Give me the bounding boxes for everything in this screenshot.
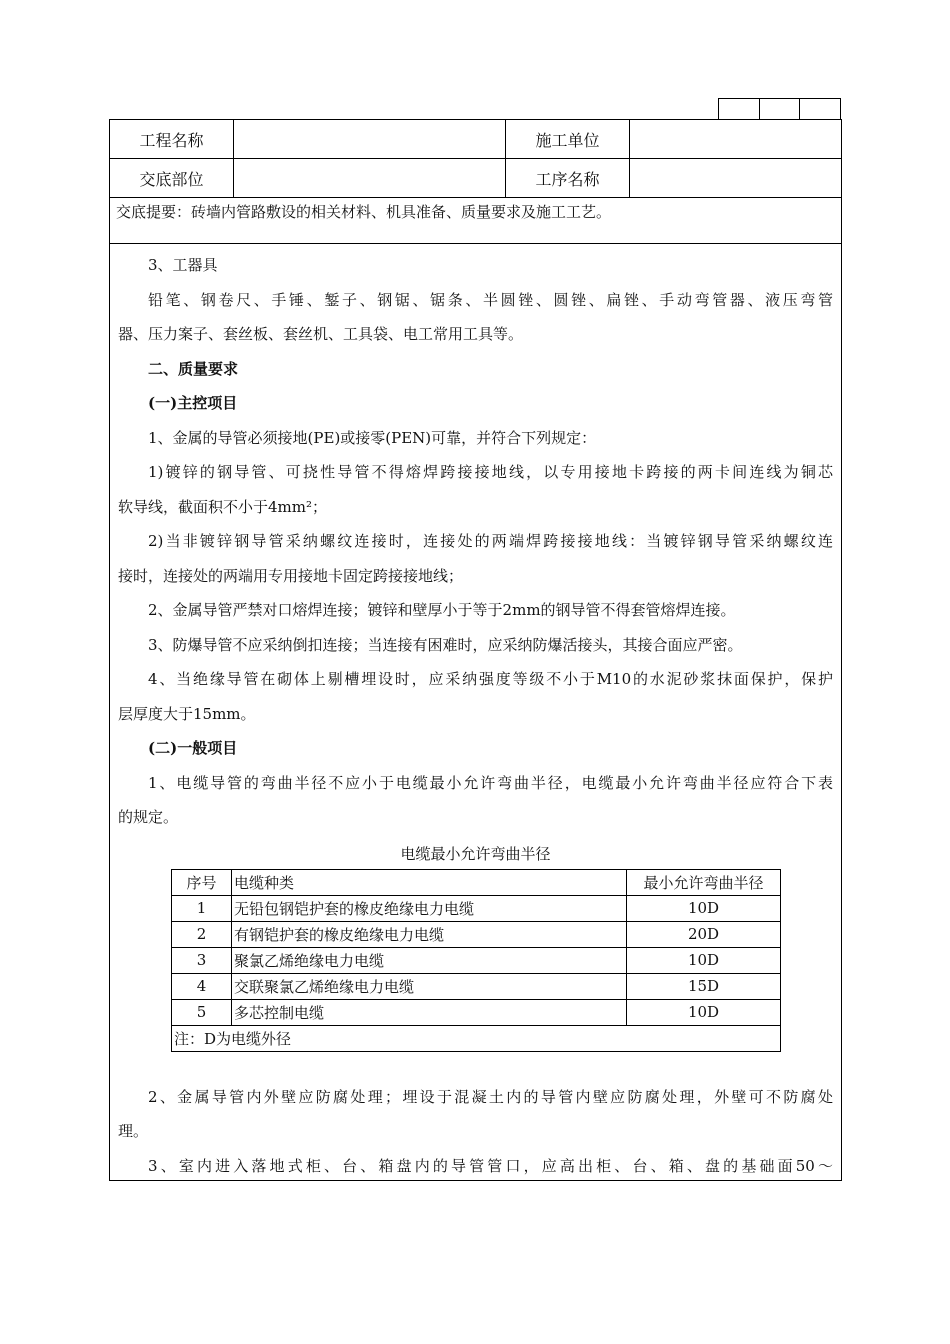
tools-list-line: 器、压力案子、套丝板、套丝机、工具袋、电工常用工具等。 <box>118 325 524 343</box>
main-item-2: 2、金属导管严禁对口熔焊连接；镀锌和壁厚小于等于2mm的钢导管不得套管熔焊连接。 <box>148 601 736 619</box>
row-radius: 10D <box>627 895 781 921</box>
row-cable-type: 聚氯乙烯绝缘电力电缆 <box>232 947 627 973</box>
project-name-label: 工程名称 <box>110 120 234 158</box>
main-item-1-2: 2)当非镀锌钢导管采纳螺纹连接时，连接处的两端焊跨接接地线：当镀锌钢导管采纳螺纹连 <box>148 532 833 550</box>
general-item-2: 2、金属导管内外壁应防腐处理；埋设于混凝土内的导管内壁应防腐处理，外壁可不防腐处 <box>148 1087 833 1106</box>
row-no: 3 <box>172 947 232 973</box>
table-row <box>172 921 781 947</box>
col-header-type: 电缆种类 <box>232 869 627 895</box>
corner-box <box>760 99 801 119</box>
table-note: 注：D为电缆外径 <box>172 1025 781 1051</box>
disclosure-part-label: 交底部位 <box>110 159 234 197</box>
disclosure-content <box>118 248 833 1181</box>
row-cable-type: 有钢铠护套的橡皮绝缘电力电缆 <box>232 921 627 947</box>
main-items-heading: (一)主控项目 <box>148 394 238 412</box>
corner-boxes <box>718 98 841 120</box>
row-cable-type: 无铅包钢铠护套的橡皮绝缘电力电缆 <box>232 895 627 921</box>
general-item-2-cont: 理。 <box>118 1122 149 1140</box>
tools-heading: 3、工器具 <box>148 256 218 274</box>
corner-box <box>800 99 840 119</box>
quality-heading: 二、质量要求 <box>148 359 239 378</box>
row-no: 4 <box>172 973 232 999</box>
tools-list-line: 铅笔、钢卷尺、手锤、錾子、钢锯、锯条、半圆锉、圆锉、扁锉、手动弯管器、液压弯管 <box>148 290 833 309</box>
general-item-3: 3、室内进入落地式柜、台、箱盘内的导管管口，应高出柜、台、箱、盘的基础面50～ <box>148 1156 833 1175</box>
row-radius: 10D <box>627 947 781 973</box>
process-name-field[interactable] <box>630 159 841 197</box>
table-row <box>172 999 781 1025</box>
general-item-1-cont: 的规定。 <box>118 808 179 826</box>
row-no: 2 <box>172 921 232 947</box>
table-row <box>172 947 781 973</box>
col-header-radius: 最小允许弯曲半径 <box>627 869 781 895</box>
row-radius: 10D <box>627 999 781 1025</box>
main-item-1-1-cont: 软导线，截面积不小于4mm²； <box>118 497 328 516</box>
project-name-field[interactable] <box>234 120 506 158</box>
general-items-heading: (二)一般项目 <box>148 739 238 757</box>
header-row-1 <box>110 120 841 159</box>
main-item-1-1: 1)镀锌的钢导管、可挠性导管不得熔焊跨接接地线，以专用接地卡跨接的两卡间连线为铜芯 <box>148 463 833 481</box>
disclosure-part-field[interactable] <box>234 159 506 197</box>
table-header-row <box>172 869 781 895</box>
main-item-1: 1、金属的导管必须接地(PE)或接零(PEN)可靠，并符合下列规定： <box>148 428 597 447</box>
disclosure-form <box>109 119 842 1181</box>
general-item-1: 1、电缆导管的弯曲半径不应小于电缆最小允许弯曲半径，电缆最小允许弯曲半径应符合下表 <box>148 773 833 792</box>
construction-unit-field[interactable] <box>630 120 841 158</box>
main-item-3: 3、防爆导管不应采纳倒扣连接；当连接有困难时，应采纳防爆活接头，其接合面应严密。 <box>148 635 743 654</box>
main-item-1-2-cont: 接时，连接处的两端用专用接地卡固定跨接接地线； <box>118 566 464 585</box>
cable-bend-radius-table <box>171 869 781 1052</box>
main-item-4-cont: 层厚度大于15mm。 <box>118 704 256 723</box>
main-item-4: 4、当绝缘导管在砌体上剔槽埋设时，应采纳强度等级不小于M10的水泥砂浆抹面保护，保护 <box>148 670 833 688</box>
table-row <box>172 895 781 921</box>
row-no: 5 <box>172 999 232 1025</box>
construction-unit-label: 施工单位 <box>506 120 630 158</box>
corner-box <box>719 99 760 119</box>
header-row-2 <box>110 159 841 198</box>
row-cable-type: 交联聚氯乙烯绝缘电力电缆 <box>232 973 627 999</box>
col-header-no: 序号 <box>172 869 232 895</box>
row-no: 1 <box>172 895 232 921</box>
process-name-label: 工序名称 <box>506 159 630 197</box>
row-radius: 20D <box>627 921 781 947</box>
general-items-continued <box>118 1080 833 1182</box>
row-cable-type: 多芯控制电缆 <box>232 999 627 1025</box>
disclosure-summary: 交底提要：砖墙内管路敷设的相关材料、机具准备、质量要求及施工工艺。 <box>110 198 841 244</box>
cable-table-title: 电缆最小允许弯曲半径 <box>400 844 551 863</box>
row-radius: 15D <box>627 973 781 999</box>
table-row <box>172 973 781 999</box>
table-note-row <box>172 1025 781 1051</box>
